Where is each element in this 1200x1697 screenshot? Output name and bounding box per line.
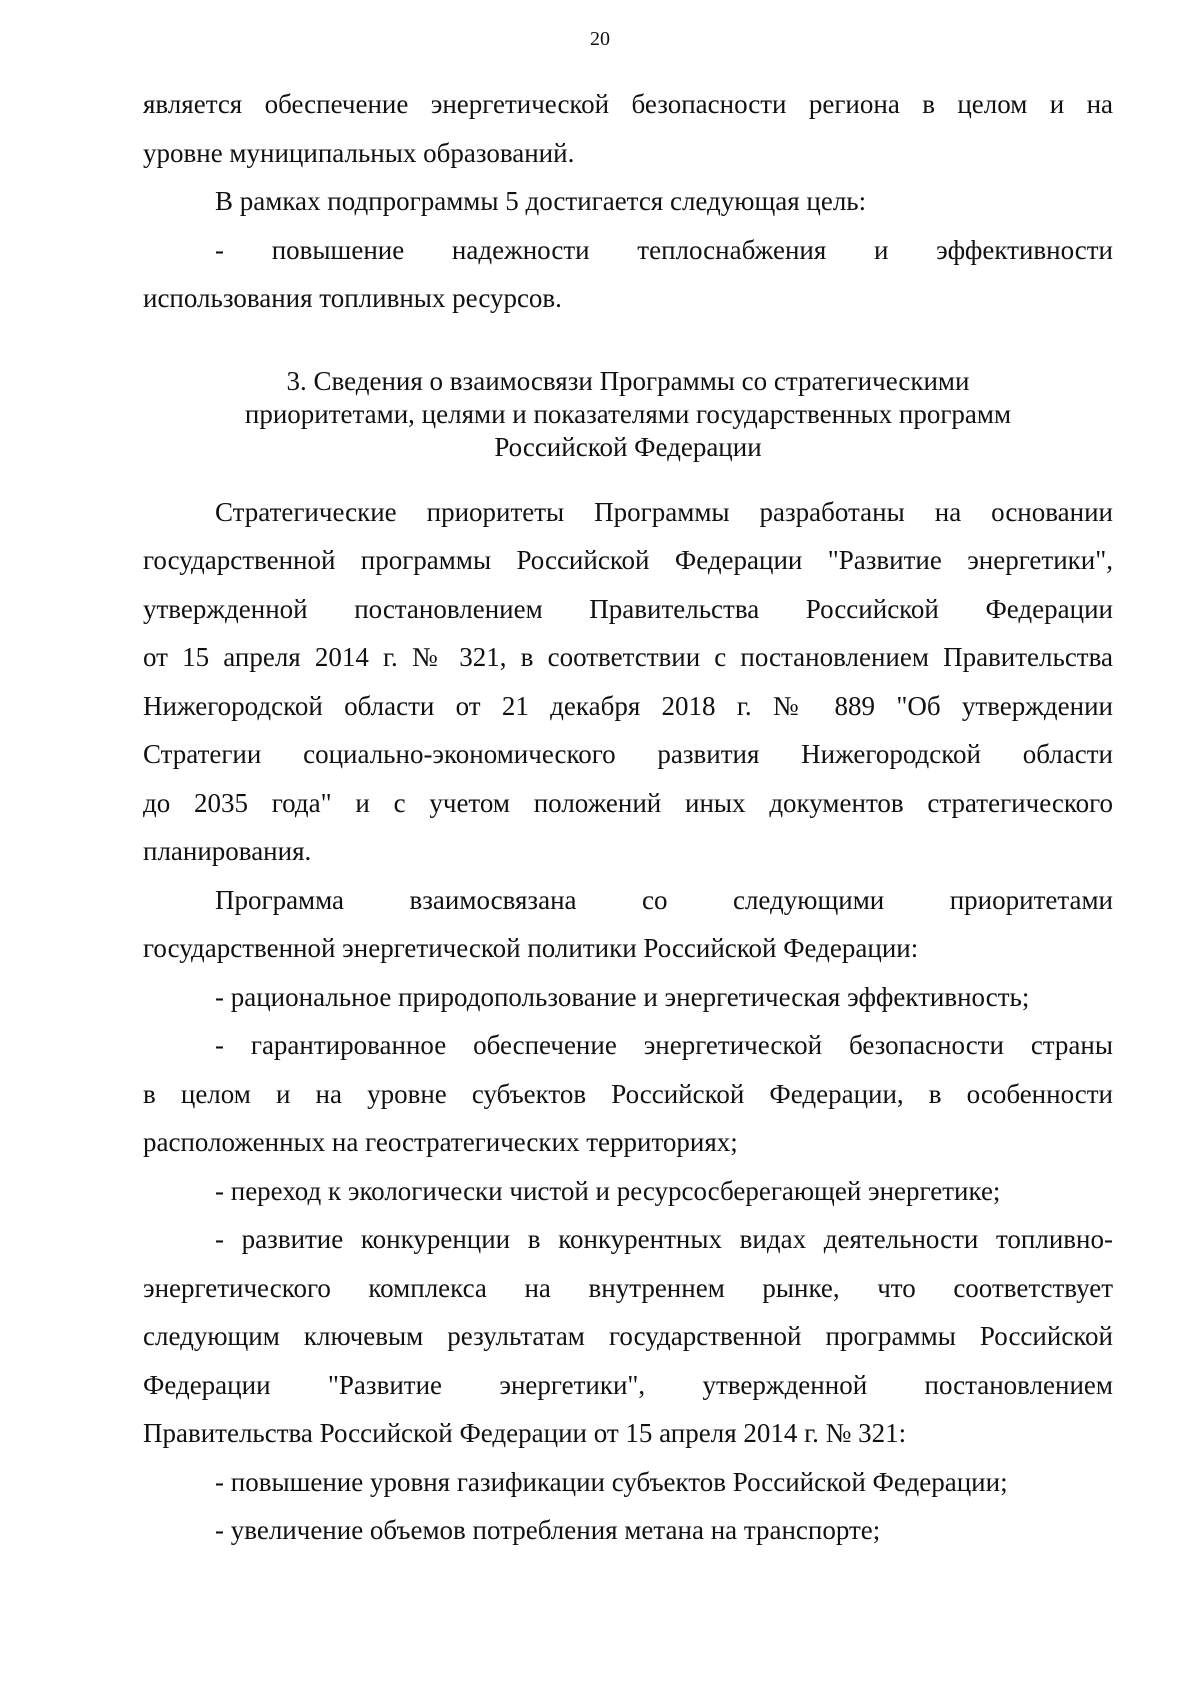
text-line: утвержденной постановлением Правительства Российской Федерации	[143, 593, 1113, 624]
section-heading	[143, 365, 1113, 464]
text-line: Нижегородской области от 21 декабря 2018 г. № 889 "Об утверждении	[143, 690, 1113, 721]
list-item: - увеличение объемов потребления метана на транспорте;	[215, 1515, 881, 1545]
text-line: - повышение надежности теплоснабжения и эффективности	[215, 234, 1113, 265]
text-line: планирования.	[143, 836, 312, 866]
text-line: государственной энергетической политики Российской Федерации:	[143, 933, 919, 963]
heading-line: Российской Федерации	[494, 431, 762, 462]
text-line: энергетического комплекса на внутреннем рынке, что соответствует	[143, 1272, 1113, 1303]
text-line: уровне муниципальных образований.	[143, 137, 575, 168]
paragraph-goal-item	[143, 226, 1113, 323]
text-line: является обеспечение энергетической безопасности региона в целом и на	[143, 89, 1113, 119]
text-line: расположенных на геостратегических территориях;	[143, 1127, 738, 1157]
list-item: - переход к экологически чистой и ресурсосберегающей энергетике;	[215, 1175, 1001, 1206]
paragraph-program-priorities	[143, 876, 1113, 973]
text-line: Стратегические приоритеты Программы разработаны на основании	[215, 496, 1113, 527]
text-line: Федерации "Развитие энергетики", утвержденной постановлением	[143, 1369, 1113, 1400]
text-line: государственной программы Российской Федерации "Развитие энергетики",	[143, 545, 1113, 575]
document-body	[143, 80, 1113, 1555]
text-line: Правительства Российской Федерации от 15 апреля 2014 г. № 321:	[143, 1418, 907, 1448]
paragraph-subprogram-goal: В рамках подпрограммы 5 достигается следующая цель:	[215, 186, 867, 216]
text-line: - гарантированное обеспечение энергетической безопасности страны	[215, 1030, 1113, 1060]
text-line: Программа взаимосвязана со следующими приоритетами	[215, 884, 1113, 915]
heading-line: приоритетами, целями и показателями государственных программ	[244, 398, 1012, 429]
list-item: - рациональное природопользование и энергетическая эффективность;	[215, 981, 1030, 1012]
text-line: использования топливных ресурсов.	[143, 283, 562, 313]
list-item	[143, 1021, 1113, 1167]
list-item	[143, 1215, 1113, 1458]
text-line: - развитие конкуренции в конкурентных видах деятельности топливно-	[215, 1224, 1113, 1254]
text-line: в целом и на уровне субъектов Российской Федерации, в особенности	[143, 1078, 1113, 1109]
heading-line: 3. Сведения о взаимосвязи Программы со стратегическими	[286, 365, 970, 396]
text-line: до 2035 года" и с учетом положений иных документов стратегического	[143, 787, 1113, 818]
text-line: следующим ключевым результатам государственной программы Российской	[143, 1321, 1113, 1351]
paragraph-energy-security	[143, 80, 1113, 177]
text-line: Стратегии социально-экономического развития Нижегородской области	[143, 739, 1113, 769]
text-line: от 15 апреля 2014 г. № 321, в соответствии с постановлением Правительства	[143, 642, 1113, 672]
paragraph-strategic-priorities	[143, 488, 1113, 876]
page-number: 20	[590, 28, 610, 50]
list-item: - повышение уровня газификации субъектов Российской Федерации;	[215, 1466, 1008, 1497]
